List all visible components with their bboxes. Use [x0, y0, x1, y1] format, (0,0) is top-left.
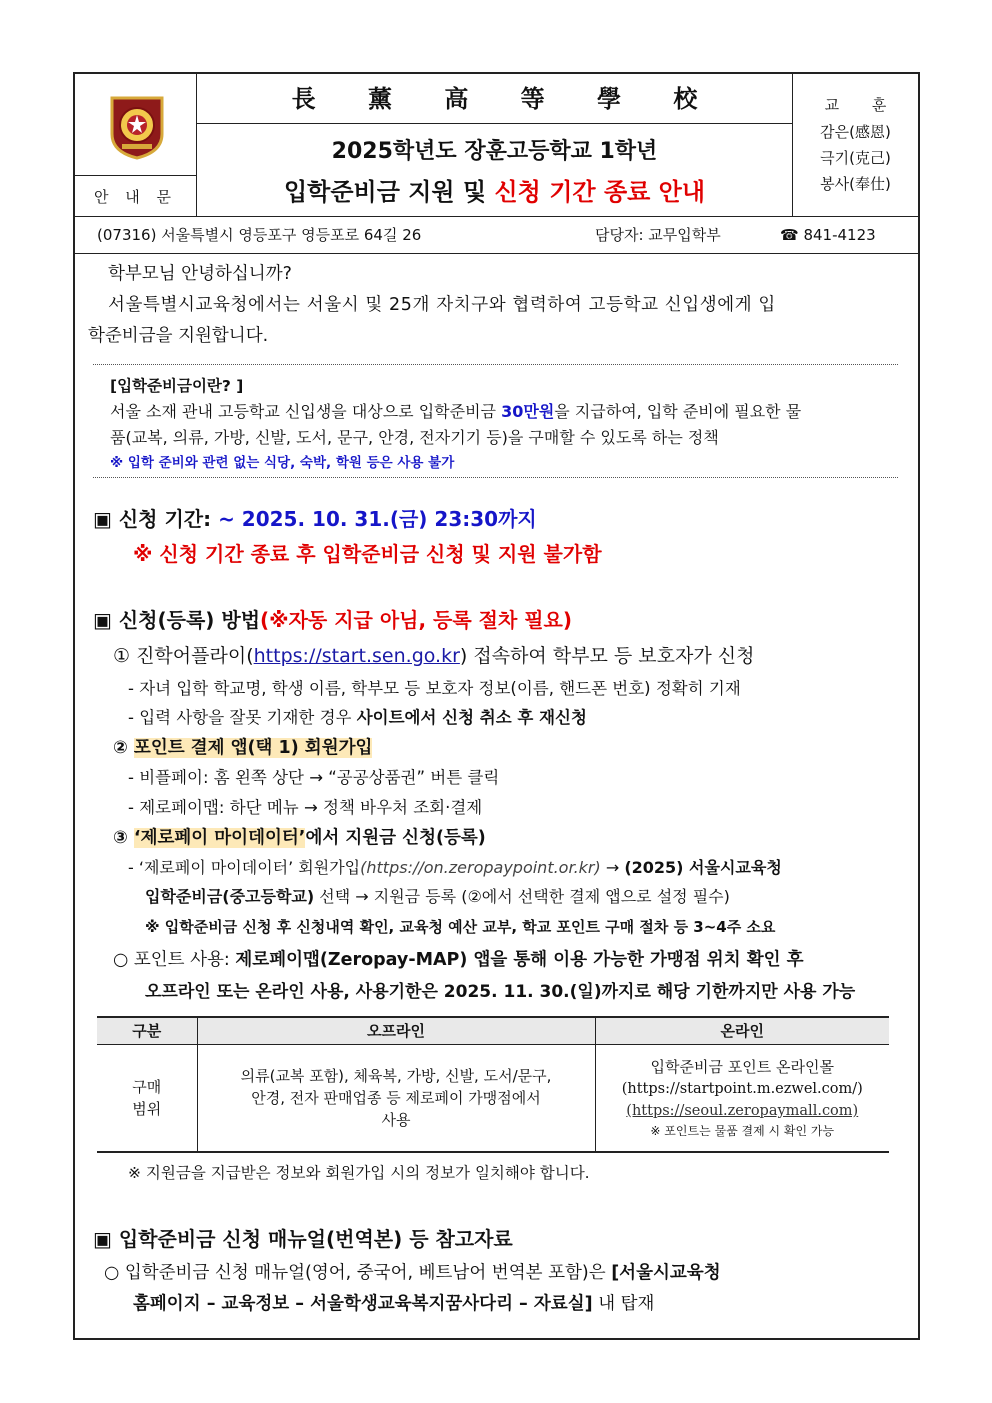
- zeropay-mydata-link[interactable]: (https://on.zeropaypoint.or.kr): [360, 858, 601, 877]
- title-line2: 입학준비금 지원 및 신청 기간 종료 안내: [283, 178, 706, 206]
- step3-detail1: - ‘제로페이 마이데이터’ 회원가입(https://on.zeropaypoint.or.kr) → (2025) 서울시교육청: [128, 858, 782, 877]
- address-bar: [75, 217, 918, 254]
- usage-line2: 오프라인 또는 온라인 사용, 사용기한은 2025. 11. 30.(일)까지로 해당 기한까지만 사용 가능: [145, 982, 856, 1002]
- header: [75, 74, 918, 217]
- zeropaymall-link[interactable]: (https://seoul.zeropaymall.com): [626, 1102, 859, 1119]
- step3-detail2: 입학준비금(중고등학교) 선택 → 지원금 등록 (②에서 선택한 결제 앱으로 설정 필수): [145, 887, 730, 906]
- contact-department: 담당자: 교무입학부: [595, 226, 721, 244]
- table-header: 오프라인: [197, 1017, 595, 1044]
- reference-line1: ○ 입학준비금 신청 매뉴얼(영어, 중국어, 베트남어 번역본 포함)은 [서울시교육청: [104, 1263, 721, 1283]
- school-emblem-icon: [108, 94, 166, 160]
- step3-note: ※ 입학준비금 신청 후 신청내역 확인, 교육청 예산 교부, 학교 포인트 구매 절차 등 3~4주 소요: [145, 918, 776, 936]
- start-sen-link[interactable]: https://start.sen.go.kr: [253, 645, 460, 667]
- table-header: 구분: [97, 1017, 197, 1044]
- notice-label: 안 내 문: [93, 188, 177, 206]
- step2-detail2: - 제로페이맵: 하단 메뉴 → 정책 바우처 조회·결제: [128, 798, 483, 817]
- motto-item: 감은(感恩): [820, 123, 891, 141]
- step1-detail2: - 입력 사항을 잘못 기재한 경우 사이트에서 신청 취소 후 재신청: [128, 708, 587, 727]
- step3: ③ ‘제로페이 마이데이터’에서 지원금 신청(등록): [113, 828, 486, 848]
- definition-note: ※ 입학 준비와 관련 없는 식당, 숙박, 학원 등은 사용 불가: [110, 455, 455, 471]
- step1: ① 진학어플라이(https://start.sen.go.kr) 접속하여 학부모 등 보호자가 신청: [113, 645, 755, 667]
- motto-item: 극기(克己): [820, 149, 891, 167]
- title-line1: 2025학년도 장훈고등학교 1학년: [331, 139, 658, 164]
- usage-table: [97, 1016, 889, 1153]
- intro-line2: 학준비금을 지원합니다.: [88, 326, 269, 346]
- reference-line2: 홈페이지 – 교육정보 – 서울학생교육복지꿈사다리 – 자료실] 내 탑재: [133, 1294, 655, 1314]
- divider: [93, 477, 898, 478]
- table-row: [97, 1044, 889, 1152]
- definition-line2: 품(교복, 의류, 가방, 신발, 도서, 문구, 안경, 전자기기 등)을 구매할 수 있도록 하는 정책: [110, 428, 719, 447]
- method-section: ▣ 신청(등록) 방법(※자동 지급 아님, 등록 절차 필요): [93, 608, 573, 632]
- school-address: (07316) 서울특별시 영등포구 영등포로 64길 26: [97, 226, 422, 244]
- usage-line1: ○ 포인트 사용: 제로페이맵(Zeropay-MAP) 앱을 통해 이용 가능한 가맹점 위치 확인 후: [113, 950, 804, 970]
- title-cell: [197, 74, 793, 217]
- table-header: 온라인: [595, 1017, 889, 1044]
- step2-detail1: - 비플페이: 홈 왼쪽 상단 → “공공상품권” 버튼 클릭: [128, 768, 500, 787]
- phone-icon: ☎: [780, 226, 799, 244]
- ezwel-link[interactable]: (https://startpoint.m.ezwel.com/): [621, 1080, 863, 1097]
- reference-section: ▣ 입학준비금 신청 매뉴얼(번역본) 등 참고자료: [93, 1227, 513, 1251]
- online-scope: 입학준비금 포인트 온라인몰 (https://startpoint.m.ezwel.com/) (https://seoul.zeropaymall.com) ※ 포인트는 물품 결제 시 확인 가능: [595, 1044, 889, 1152]
- logo-cell: [75, 74, 197, 217]
- motto-cell: [793, 74, 918, 217]
- online-note: ※ 포인트는 물품 결제 시 확인 가능: [650, 1123, 835, 1138]
- step1-detail1: - 자녀 입학 학교명, 학생 이름, 학부모 등 보호자 정보(이름, 핸드폰 번호) 정확히 기재: [128, 679, 741, 698]
- definition-line1: 서울 소재 관내 고등학교 신입생을 대상으로 입학준비금 30만원을 지급하여, 입학 준비에 필요한 물: [110, 402, 802, 421]
- divider: [93, 364, 898, 365]
- definition-heading: [입학준비금이란? ]: [110, 377, 244, 395]
- motto-item: 봉사(奉仕): [820, 175, 891, 193]
- table-footnote: ※ 지원금을 지급받은 정보와 회원가입 시의 정보가 일치해야 합니다.: [128, 1164, 590, 1182]
- step2: ② 포인트 결제 앱(택 1) 회원가입: [113, 738, 373, 758]
- period-section: ▣ 신청 기간: ~ 2025. 10. 31.(금) 23:30까지: [93, 507, 537, 531]
- period-warning: ※ 신청 기간 종료 후 입학준비금 신청 및 지원 불가함: [133, 542, 602, 566]
- greeting: 학부모님 안녕하십니까?: [108, 264, 292, 284]
- offline-scope: 의류(교복 포함), 체육복, 가방, 신발, 도서/문구, 안경, 전자 판매업종 등 제로페이 가맹점에서 사용: [197, 1044, 595, 1152]
- phone-number: ☎ 841-4123: [780, 226, 876, 244]
- amount-badge: 30만원: [501, 402, 555, 421]
- row-label: 구매 범위: [97, 1044, 197, 1152]
- period-value: ~ 2025. 10. 31.(금) 23:30까지: [218, 507, 537, 531]
- intro-line1: 서울특별시교육청에서는 서울시 및 25개 자치구와 협력하여 고등학교 신입생에게 입: [108, 295, 776, 315]
- motto-heading: 교 훈: [824, 96, 901, 114]
- school-name: 長 薰 高 等 學 校: [197, 74, 792, 124]
